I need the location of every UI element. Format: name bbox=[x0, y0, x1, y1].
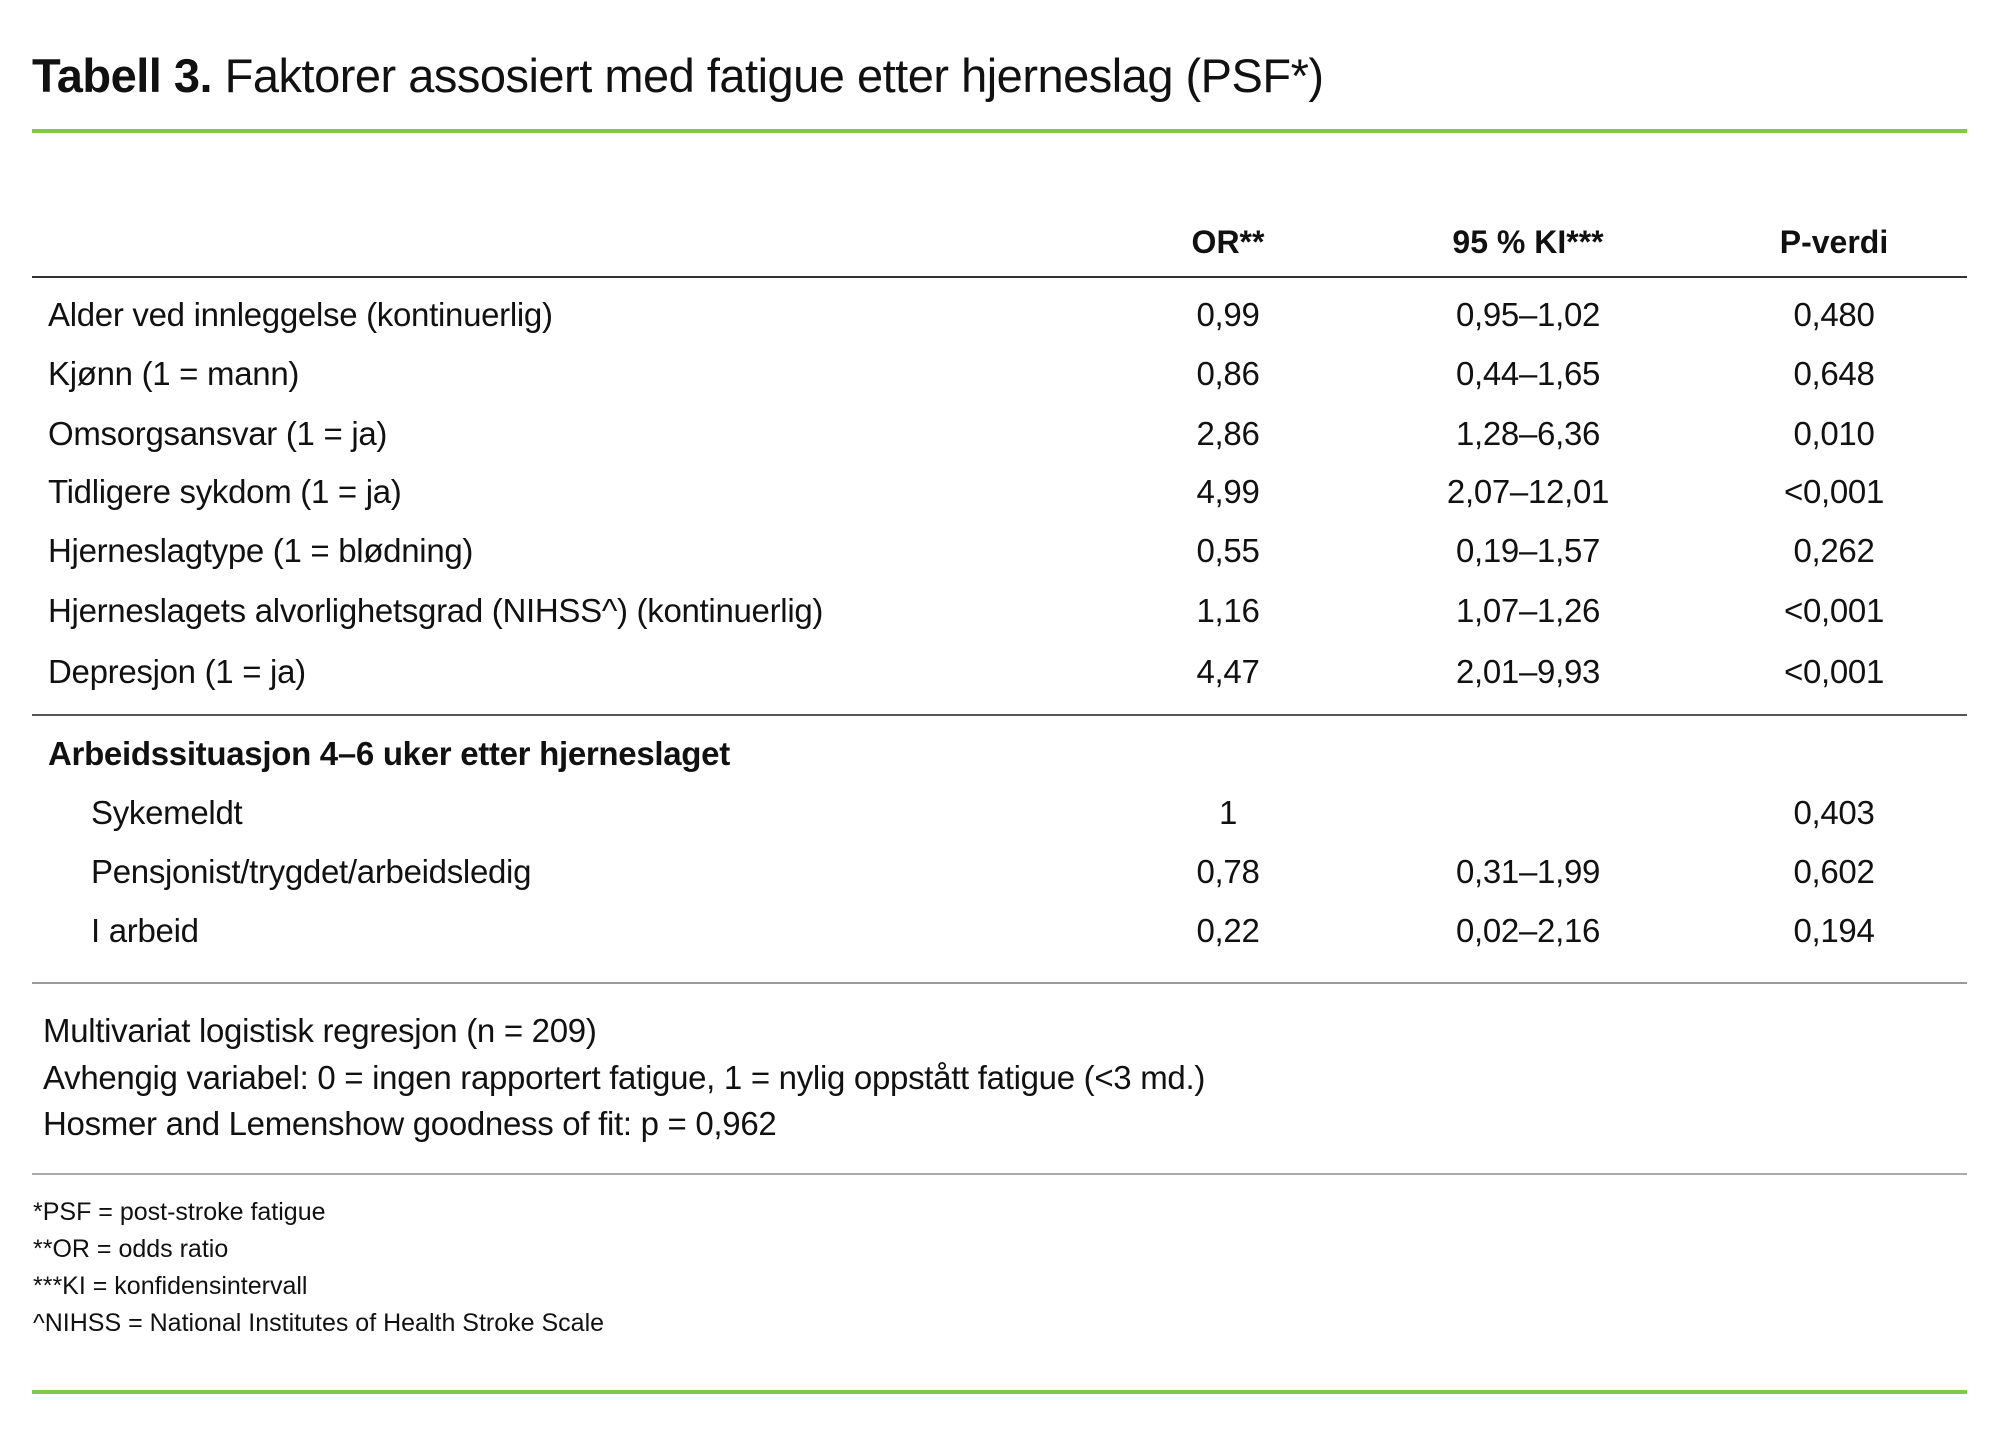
row-p-value: <0,001 bbox=[1783, 473, 1885, 510]
row-label: Kjønn (1 = mann) bbox=[48, 355, 300, 392]
row-ci: 0,31–1,99 bbox=[1455, 853, 1601, 890]
table-number: Tabell 3. bbox=[32, 49, 213, 102]
row-p-value: 0,194 bbox=[1793, 912, 1875, 949]
row-or: 2,86 bbox=[1196, 415, 1260, 452]
row-ci: 1,07–1,26 bbox=[1455, 592, 1601, 629]
group-heading: Arbeidssituasjon 4–6 uker etter hjerneslaget bbox=[48, 735, 730, 772]
row-or: 0,55 bbox=[1196, 532, 1260, 569]
footnote: *PSF = post-stroke fatigue bbox=[33, 1198, 326, 1226]
row-p-value: <0,001 bbox=[1783, 653, 1885, 690]
table-row bbox=[0, 791, 2000, 835]
row-ci: 0,95–1,02 bbox=[1455, 296, 1601, 333]
table-row bbox=[0, 529, 2000, 573]
row-ci: 0,44–1,65 bbox=[1455, 355, 1601, 392]
table-row bbox=[0, 650, 2000, 694]
row-p-value: 0,010 bbox=[1793, 415, 1875, 452]
row-ci: 2,01–9,93 bbox=[1455, 653, 1601, 690]
footnote: ^NIHSS = National Institutes of Health Stroke Scale bbox=[33, 1309, 605, 1337]
table-title bbox=[32, 46, 1324, 106]
notes-rule bbox=[32, 982, 1967, 984]
column-header-or: OR** bbox=[1191, 224, 1265, 260]
row-ci: 2,07–12,01 bbox=[1446, 473, 1610, 510]
row-or: 0,78 bbox=[1196, 853, 1260, 890]
row-or: 0,22 bbox=[1196, 912, 1260, 949]
row-ci: 1,28–6,36 bbox=[1455, 415, 1601, 452]
header-rule bbox=[32, 276, 1967, 278]
goodness-of-fit-note: Hosmer and Lemenshow goodness of fit: p = 0,962 bbox=[43, 1105, 777, 1142]
row-label: I arbeid bbox=[91, 912, 199, 949]
row-or: 4,47 bbox=[1196, 653, 1260, 690]
row-p-value: 0,403 bbox=[1793, 794, 1875, 831]
row-label: Pensjonist/trygdet/arbeidsledig bbox=[91, 853, 532, 890]
row-p-value: 0,262 bbox=[1793, 532, 1875, 569]
row-or: 0,86 bbox=[1196, 355, 1260, 392]
row-label: Tidligere sykdom (1 = ja) bbox=[48, 473, 402, 510]
table-row bbox=[0, 589, 2000, 633]
table-row bbox=[0, 909, 2000, 953]
section-rule bbox=[32, 714, 1967, 716]
table-row bbox=[0, 412, 2000, 456]
row-p-value: <0,001 bbox=[1783, 592, 1885, 629]
row-p-value: 0,648 bbox=[1793, 355, 1875, 392]
row-ci: 0,19–1,57 bbox=[1455, 532, 1601, 569]
model-note: Multivariat logistisk regresjon (n = 209) bbox=[43, 1012, 597, 1049]
table-row bbox=[0, 470, 2000, 514]
row-label: Alder ved innleggelse (kontinuerlig) bbox=[48, 296, 553, 333]
row-label: Omsorgsansvar (1 = ja) bbox=[48, 415, 388, 452]
column-header-ci: 95 % KI*** bbox=[1452, 224, 1604, 260]
row-ci: 0,02–2,16 bbox=[1455, 912, 1601, 949]
group-heading-row bbox=[0, 732, 2000, 776]
row-or: 1,16 bbox=[1196, 592, 1260, 629]
footnote: **OR = odds ratio bbox=[33, 1235, 229, 1263]
dependent-variable-note: Avhengig variabel: 0 = ingen rapportert fatigue, 1 = nylig oppstått fatigue (<3 md.) bbox=[43, 1059, 1206, 1096]
row-label: Hjerneslagtype (1 = blødning) bbox=[48, 532, 474, 569]
column-header-p-value: P-verdi bbox=[1779, 224, 1889, 260]
footnote: ***KI = konfidensintervall bbox=[33, 1272, 308, 1300]
row-p-value: 0,480 bbox=[1793, 296, 1875, 333]
row-or: 4,99 bbox=[1196, 473, 1260, 510]
row-label: Hjerneslagets alvorlighetsgrad (NIHSS^) (kontinuerlig) bbox=[48, 592, 824, 629]
table-row bbox=[0, 352, 2000, 396]
row-label: Depresjon (1 = ja) bbox=[48, 653, 306, 690]
top-accent-rule bbox=[32, 129, 1967, 133]
table-row bbox=[0, 293, 2000, 337]
row-or: 1 bbox=[1218, 794, 1238, 831]
row-p-value: 0,602 bbox=[1793, 853, 1875, 890]
table-row bbox=[0, 850, 2000, 894]
footnotes-rule bbox=[32, 1173, 1967, 1175]
bottom-accent-rule bbox=[32, 1390, 1967, 1394]
row-or: 0,99 bbox=[1196, 296, 1260, 333]
row-label: Sykemeldt bbox=[91, 794, 243, 831]
table-caption: Faktorer assosiert med fatigue etter hjerneslag (PSF*) bbox=[224, 49, 1324, 102]
